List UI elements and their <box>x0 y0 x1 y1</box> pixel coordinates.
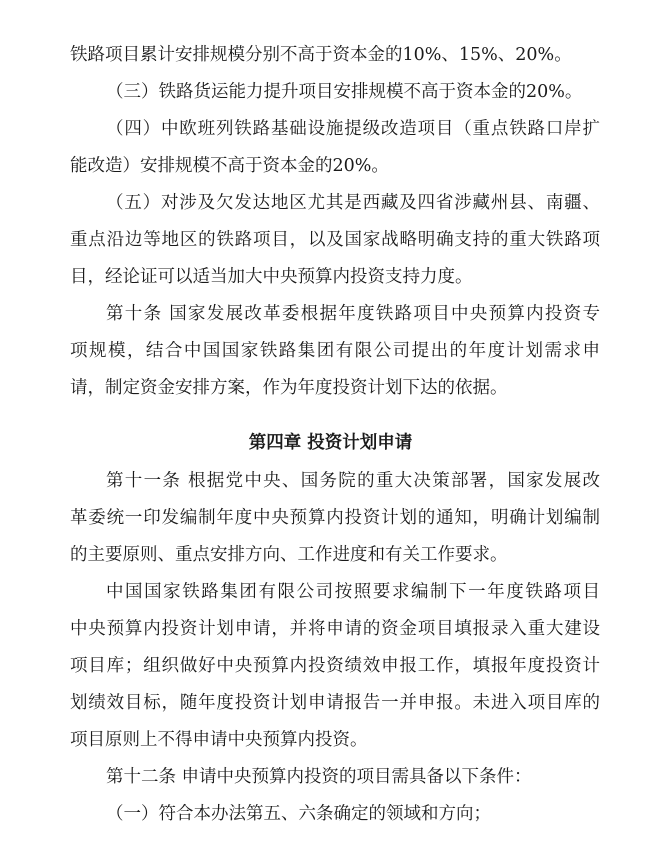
paragraph-line: 中国国家铁路集团有限公司按照要求编制下一年度铁路项目 <box>106 582 600 602</box>
paragraph-line: 第十一条 根据党中央、国务院的重大决策部署，国家发展改 <box>106 471 600 491</box>
paragraph-line: （四）中欧班列铁路基础设施提级改造项目（重点铁路口岸扩 <box>106 119 600 139</box>
paragraph-line: 中央预算内投资计划申请，并将申请的资金项目填报录入重大建设 <box>70 619 600 639</box>
paragraph-line: 革委统一印发编制年度中央预算内投资计划的通知，明确计划编制 <box>70 508 600 528</box>
paragraph-line: （三）铁路货运能力提升项目安排规模不高于资本金的20%。 <box>106 82 583 102</box>
paragraph-line: 项目库；组织做好中央预算内投资绩效申报工作，填报年度投资计 <box>70 656 600 676</box>
paragraph-line: 能改造）安排规模不高于资本金的20%。 <box>70 156 389 176</box>
paragraph-line: （一）符合本办法第五、六条确定的领域和方向； <box>106 804 491 824</box>
paragraph-line: 第十二条 申请中央预算内投资的项目需具备以下条件： <box>106 767 532 787</box>
paragraph-line: 项规模，结合中国国家铁路集团有限公司提出的年度计划需求申 <box>70 341 600 361</box>
chapter-heading: 第四章 投资计划申请 <box>248 433 413 453</box>
paragraph-line: 划绩效目标，随年度投资计划申请报告一并申报。未进入项目库的 <box>70 693 600 713</box>
paragraph-line: 铁路项目累计安排规模分别不高于资本金的10%、15%、20%。 <box>70 45 572 65</box>
paragraph-line: 项目原则上不得申请中央预算内投资。 <box>70 730 368 750</box>
paragraph-line: 目，经论证可以适当加大中央预算内投资支持力度。 <box>70 267 473 287</box>
paragraph-line: 第十条 国家发展改革委根据年度铁路项目中央预算内投资专 <box>106 304 600 324</box>
paragraph-line: 请，制定资金安排方案，作为年度投资计划下达的依据。 <box>70 378 508 398</box>
paragraph-line: 重点沿边等地区的铁路项目，以及国家战略明确支持的重大铁路项 <box>70 230 600 250</box>
paragraph-line: （五）对涉及欠发达地区尤其是西藏及四省涉藏州县、南疆、 <box>106 193 600 213</box>
paragraph-line: 的主要原则、重点安排方向、工作进度和有关工作要求。 <box>70 545 508 565</box>
